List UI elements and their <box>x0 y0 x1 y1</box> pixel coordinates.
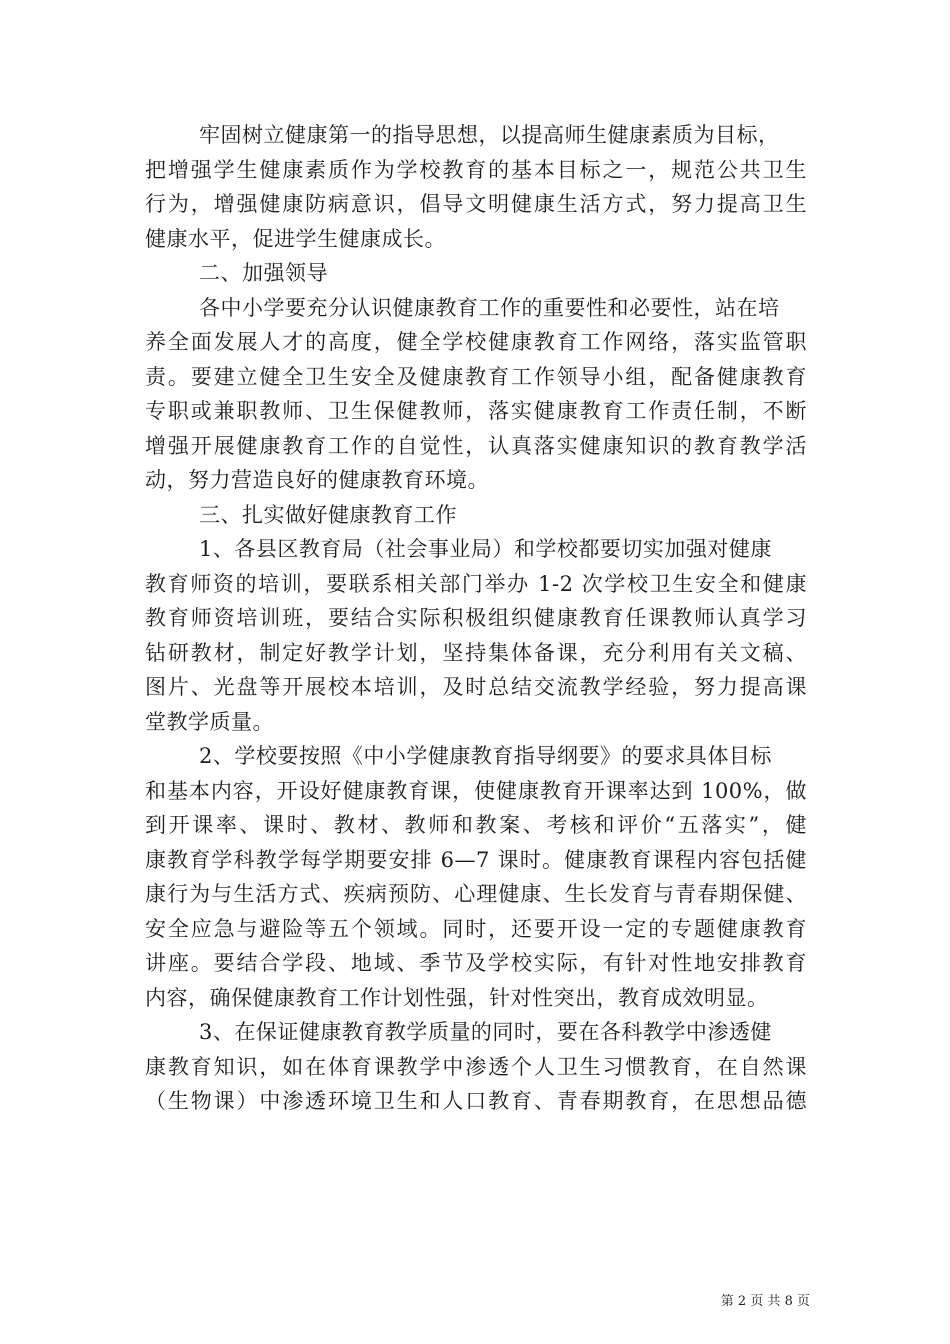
text-line: 堂教学质量。 <box>145 709 274 734</box>
text-line: 2、学校要按照《中小学健康教育指导纲要》的要求具体目标 <box>199 744 772 768</box>
section-heading: 二、加强领导 <box>199 261 328 285</box>
text-line: 动，努力营造良好的健康教育环境。 <box>145 468 489 492</box>
page-number: 第 2 页 共 8 页 <box>720 1294 810 1309</box>
text-line: 养全面发展人才的高度，健全学校健康教育工作网络，落实监管职 <box>145 330 807 354</box>
text-line: 图片、光盘等开展校本培训，及时总结交流教学经验，努力提高课 <box>145 675 807 699</box>
text-line: 把增强学生健康素质作为学校教育的基本目标之一，规范公共卫生 <box>145 157 807 182</box>
text-line: 增强开展健康教育工作的自觉性，认真落实健康知识的教育教学活 <box>145 433 807 458</box>
text-line: 健康水平，促进学生健康成长。 <box>145 226 446 251</box>
text-line: 到开课率、课时、教材、教师和教案、考核和评价“五落实”，健 <box>145 813 807 837</box>
text-line: 专职或兼职教师、卫生保健教师，落实健康教育工作责任制，不断 <box>145 399 807 423</box>
text-line: 1、各县区教育局（社会事业局）和学校都要切实加强对健康 <box>199 537 772 561</box>
text-line: 康教育学科教学每学期要安排 6—7 课时。健康教育课程内容包括健 <box>145 847 807 872</box>
text-line: 安全应急与避险等五个领域。同时，还要开设一定的专题健康教育 <box>145 916 807 941</box>
text-line: （生物课）中渗透环境卫生和人口教育、青春期教育，在思想品德 <box>145 1089 807 1113</box>
section-heading: 三、扎实做好健康教育工作 <box>199 502 457 527</box>
text-line: 3、在保证健康教育教学质量的同时，要在各科教学中渗透健 <box>199 1020 772 1044</box>
text-line: 康教育知识，如在体育课教学中渗透个人卫生习惯教育，在自然课 <box>145 1054 807 1079</box>
text-line: 和基本内容，开设好健康教育课，使健康教育开课率达到 100%，做 <box>145 778 807 803</box>
text-line: 内容，确保健康教育工作计划性强，针对性突出，教育成效明显。 <box>145 985 769 1010</box>
text-line: 钻研教材，制定好教学计划，坚持集体备课，充分利用有关文稿、 <box>145 640 807 665</box>
text-line: 行为，增强健康防病意识，倡导文明健康生活方式，努力提高卫生 <box>145 192 807 216</box>
text-line: 康行为与生活方式、疾病预防、心理健康、生长发育与青春期保健、 <box>145 882 807 906</box>
text-line: 牢固树立健康第一的指导思想，以提高师生健康素质为目标， <box>199 123 780 147</box>
text-line: 教育师资的培训，要联系相关部门举办 1-2 次学校卫生安全和健康 <box>145 571 807 596</box>
text-line: 各中小学要充分认识健康教育工作的重要性和必要性，站在培 <box>199 295 780 320</box>
text-line: 教育师资培训班，要结合实际积极组织健康教育任课教师认真学习 <box>145 606 807 630</box>
text-line: 讲座。要结合学段、地域、季节及学校实际，有针对性地安排教育 <box>145 951 807 975</box>
text-line: 责。要建立健全卫生安全及健康教育工作领导小组，配备健康教育 <box>145 364 807 389</box>
document-body <box>145 118 807 1119</box>
